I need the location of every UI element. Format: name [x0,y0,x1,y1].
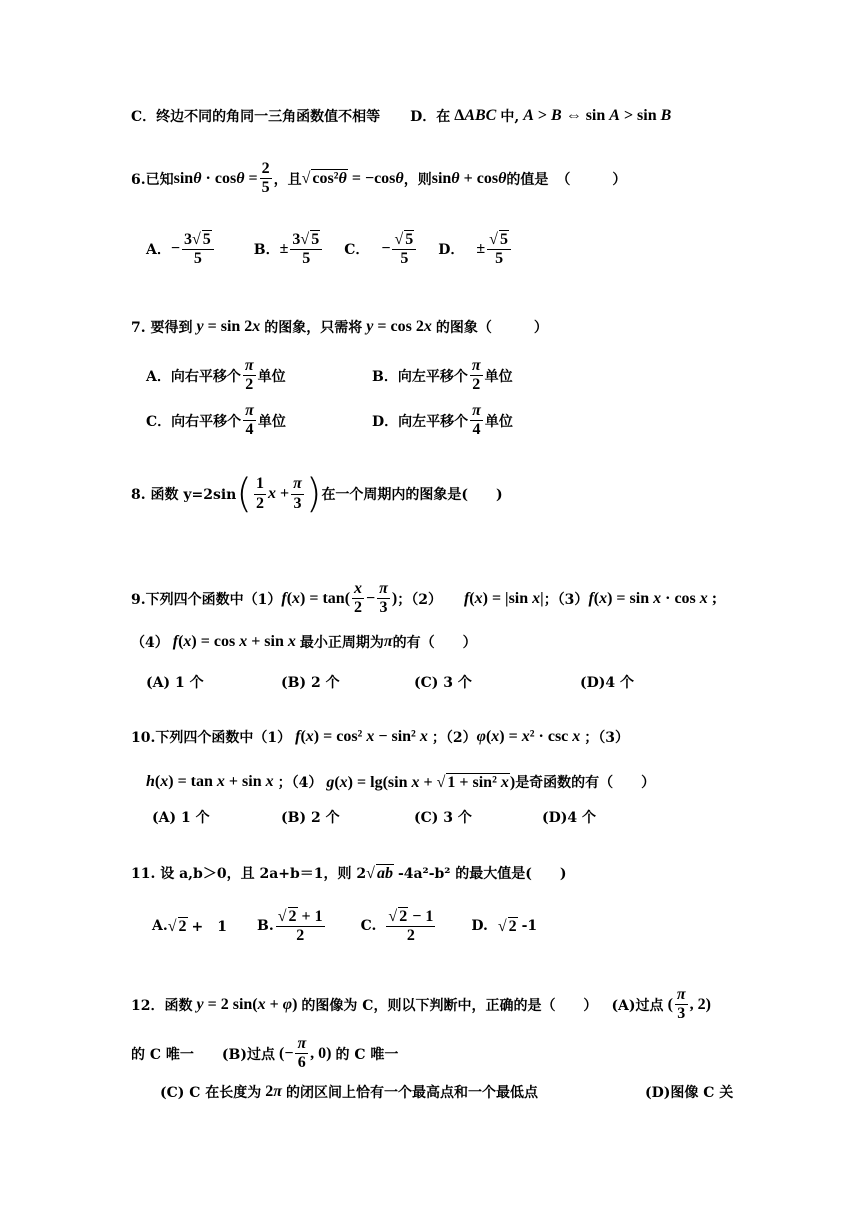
q11-option-c-label: C. [360,918,377,935]
q5-option-d-prefix: D．在 [410,109,451,125]
q7-option-b-frac: $\frac{\pi}{2}$ [471,357,481,394]
q12-option-d: (D)图像 C 关 [645,1085,734,1101]
q8-suffix: 在一个周期内的图象是( ) [321,487,503,503]
q10-option-d: (D)4 个 [542,810,597,826]
q12-stem-line1 [131,986,711,1024]
q9-suffix2: 的有（ ） [392,635,477,651]
q9-f1-minus: − [366,589,376,607]
q6-paren: （ ） [556,171,627,188]
q7-option-d-text: D．向左平移个 [372,413,469,430]
q9-prefix: 9.下列四个函数中（1） [131,591,282,608]
q11-sqrt-ab: √ ab [366,864,393,882]
q9-p4: （4） [131,635,169,651]
q7-stem [131,317,548,337]
q6-option-a-frac: $\frac{3√ 5}{5}$ [182,230,214,269]
q5-option-d-math: A > B ⇔ sin A > sin B [523,107,672,124]
q5-option-c: C．终边不同的角同一三角函数值不相等 [131,109,381,125]
q12-math: y = 2 sin(x + φ) [196,995,302,1013]
q10-suffix: 是奇函数的有（ ） [515,775,656,791]
q10-prefix: 10.下列四个函数中（1） [131,730,292,746]
q11-stem [131,863,567,883]
q12-option-b-close: , 0) [310,1044,336,1062]
q6-option-a-label: A． [146,242,171,259]
q9-f1-frac-pi-3: $\frac{\pi}{3}$ [379,580,388,617]
q9-f4: f(x) = cos x + sin x [172,633,296,650]
q6-math-1: sinθ · cosθ = [173,169,258,187]
q11-option-d-math: √ 2 [497,917,517,935]
q8-left-paren: ( [236,471,252,517]
q12-option-a-label: (A)过点 [611,997,664,1014]
q7-option-c-text: C．向右平移个 [146,413,242,430]
q11-option-d-label: D. [471,918,488,935]
q11-suffix: -4a²-b² 的最大值是( ) [397,866,567,882]
q6-mid2: ，则 [403,171,432,188]
q6-fraction-2-5: $\frac{2}{5}$ [261,160,270,197]
q12-option-a-frac: $\frac{\pi}{3}$ [676,986,686,1023]
q6-option-b-frac: $\frac{3√ 5}{5}$ [290,230,322,269]
q8-frac-pi-3: $\frac{\pi}{3}$ [293,475,302,512]
q9-f2: f(x) = |sin x| [463,589,544,607]
q6-math-3: sinθ + cosθ [431,169,507,187]
q8-right-paren: ) [305,471,322,517]
q12-option-c-math: 2π [261,1083,283,1100]
q9-option-b: (B) 2 个 [281,675,340,691]
q9-option-c: (C) 3 个 [414,675,472,691]
q7-option-a [146,357,286,395]
q12-option-c-post: 的闭区间上恰有一个最高点和一个最低点 [286,1085,539,1101]
q7-option-a-unit: 单位 [257,368,286,385]
q10-p2: ；（2） [431,730,477,746]
q5-line [131,106,671,126]
q12-option-b-open: (− [274,1044,294,1062]
q12-stem-line2 [131,1035,398,1073]
q7-option-b-unit: 单位 [484,368,513,385]
q7-option-d [372,402,513,440]
q7-option-a-text: A．向右平移个 [146,368,241,385]
q6-suffix: 的值是 [506,171,549,188]
q7-option-d-frac: $\frac{\pi}{4}$ [472,402,481,439]
q7-math-1: y = sin 2x [196,318,261,335]
q11-option-b-label: B. [257,918,274,935]
q9-stem-line2 [131,632,477,652]
q9-suffix: 最小正周期为 [299,635,384,651]
q12-mid: 的图像为 C，则以下判断中，正确的是（ ） [301,997,598,1014]
q6-options [146,230,513,269]
q6-option-b-sign: ± [279,240,289,258]
q9-option-a: (A) 1 个 [146,675,204,691]
q9-p2: ；（2） [397,591,442,608]
q7-option-c [146,402,286,440]
q10-f4: g(x) = lg(sin x + √ 1 + sin² x) [326,773,516,791]
q5-triangle-math: ΔABC [450,107,497,124]
q12-option-a-open: ( [663,995,673,1013]
q7-option-d-unit: 单位 [484,413,513,430]
q8-frac-1-2: $\frac{1}{2}$ [255,475,264,512]
q12-option-a-close: , 2) [689,995,711,1013]
q9-f3: f(x) = sin x · cos x ; [588,589,718,607]
q10-option-b: (B) 2 个 [281,810,340,826]
q8-stem [131,471,503,517]
q10-p3: ；（3） [584,730,630,746]
q7-option-b [372,357,513,395]
q7-option-c-frac: $\frac{\pi}{4}$ [245,402,254,439]
q5-option-d-mid: 中, [500,109,520,125]
q6-option-d-label: D． [438,242,465,259]
q12-option-b-tail: 的 C 唯一 [335,1046,399,1063]
q12-option-c [160,1082,538,1102]
q8-x: x [267,485,276,502]
q10-option-a: (A) 1 个 [152,810,210,826]
q10-option-c: (C) 3 个 [414,810,472,826]
q7-option-c-unit: 单位 [257,413,286,430]
q6-prefix: 6.已知 [131,171,174,188]
q7-prefix: 7. 要得到 [131,320,193,336]
q6-option-c-label: C． [344,242,370,259]
q9-f1: f(x) = tan( [281,589,351,607]
q7-math-2: y = cos 2x [366,318,432,335]
q11-option-b-frac: $\frac{√ 2 + 1}{2}$ [277,908,323,945]
q6-mid1: ，且 [273,171,302,188]
q6-option-d-frac: $\frac{√ 5}{5}$ [487,230,511,269]
q12-line2a: 的 C 唯一 [131,1046,194,1063]
q11-option-a-tail: + 1 [191,919,228,936]
q6-option-a-sign: − [170,240,180,258]
q9-pi: π [383,633,393,650]
q7-option-b-text: B．向左平移个 [372,368,468,385]
q10-p4: ；（4） [277,775,323,791]
q9-f1-frac-x-2: $\frac{x}{2}$ [354,580,363,617]
q11-prefix: 11. 设 a,b＞0，且 2a+b＝1，则 2 [131,866,367,882]
q6-option-d-sign: ± [476,240,486,258]
q6-option-c-sign: − [381,240,391,258]
q9-option-d: (D)4 个 [580,675,635,691]
q7-mid: 的图象，只需将 [264,320,363,336]
q7-suffix: 的图象（ ） [435,320,548,336]
q6-option-b-label: B． [253,242,280,259]
q6-option-c-frac: $\frac{√ 5}{5}$ [392,230,416,269]
q8-plus: + [275,485,290,502]
q11-options [152,907,537,946]
q12-option-c-pre: (C) C 在长度为 [160,1085,262,1101]
q10-f1: f(x) = cos² x − sin² x [295,728,428,745]
q10-stem-line1 [131,727,629,747]
q11-option-a-label: A. [152,918,168,935]
q12-option-b-label: (B)过点 [221,1046,275,1063]
q9-f1-close: ) [391,589,398,607]
q9-p3: ；（3） [543,591,589,608]
q11-option-c-frac: $\frac{√ 2 - 1}{2}$ [388,908,434,945]
q6-math-2: √ cos²θ = −cosθ [301,170,404,188]
q11-option-a-math: √ 2 [167,917,187,935]
q11-option-d-tail: -1 [521,918,538,935]
q10-f3: h(x) = tan x + sin x [146,773,274,790]
q7-option-a-frac: $\frac{\pi}{2}$ [244,357,254,394]
q6-stem [131,160,626,198]
q12-prefix: 12．函数 [131,997,193,1014]
q10-f2: φ(x) = x² · csc x [476,728,581,745]
q9-stem-line1 [131,580,717,618]
q8-prefix: 8. 函数 y=2sin [131,487,237,503]
q10-stem-line2 [146,772,655,792]
q12-option-b-frac: $\frac{\pi}{6}$ [297,1035,307,1072]
